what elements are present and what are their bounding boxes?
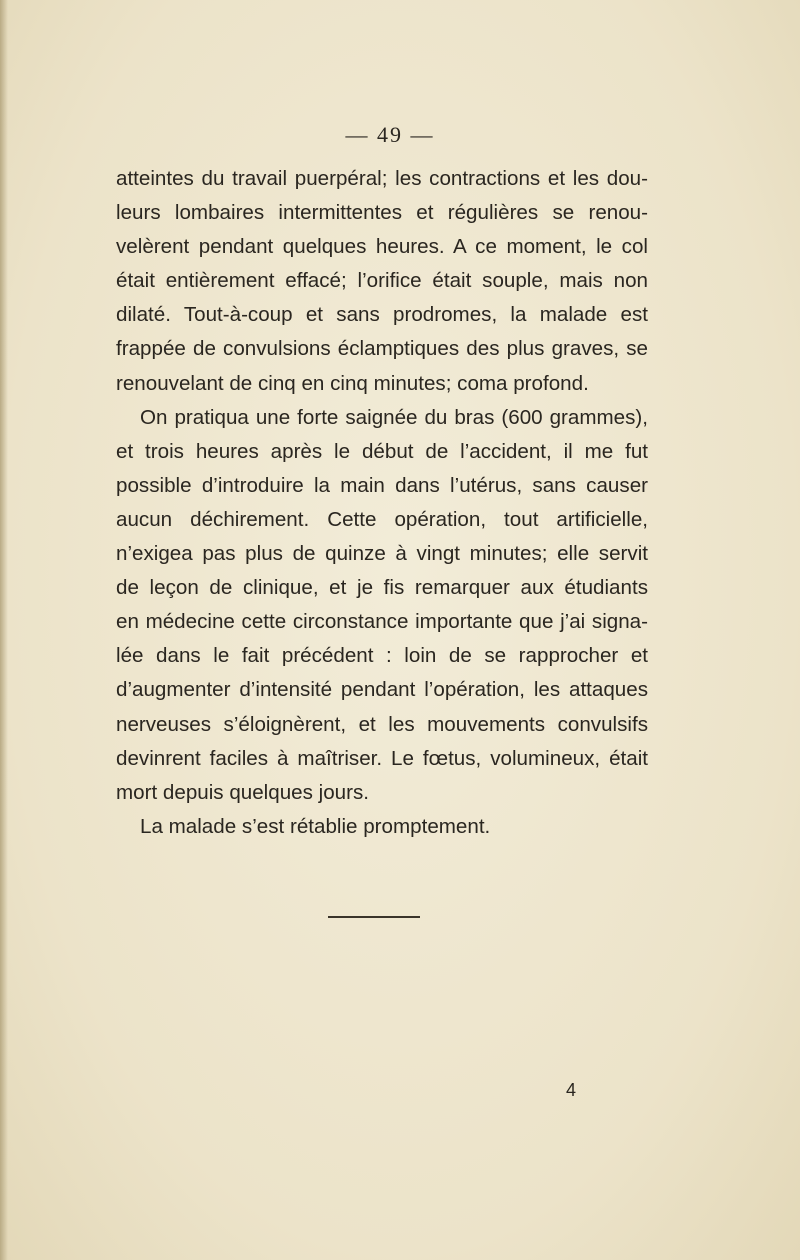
text-line: nerveuses s’éloignèrent, et les mouvements convulsifs (116, 712, 648, 736)
text-line: aucun déchirement. Cette opération, tout artificielle, (116, 507, 648, 531)
body-text (116, 162, 648, 844)
text-line: lée dans le fait précédent : loin de se rapprocher et (116, 644, 648, 668)
text-line: devinrent faciles à maîtriser. Le fœtus, volumineux, était (116, 746, 648, 770)
text-line: dilaté. Tout-à-coup et sans prodromes, la malade est (116, 303, 648, 327)
section-separator-rule (328, 916, 420, 918)
paragraph-start-line: On pratiqua une forte saignée du bras (600 grammes), (140, 405, 648, 429)
text-line: et trois heures après le début de l’accident, il me fut (116, 439, 648, 463)
text-line: leurs lombaires intermittentes et régulières se renou- (116, 201, 648, 225)
paragraph-start-line: La malade s’est rétablie promptement. (140, 814, 491, 838)
text-line: en médecine cette circonstance importante que j’ai signa- (116, 610, 648, 634)
text-line: de leçon de clinique, et je fis remarquer aux étudiants (116, 576, 648, 600)
text-line: était entièrement effacé; l’orifice était souple, mais non (116, 269, 648, 293)
text-line: d’augmenter d’intensité pendant l’opération, les attaques (116, 678, 648, 702)
text-line: possible d’introduire la main dans l’utérus, sans causer (116, 473, 648, 497)
text-line: frappée de convulsions éclamptiques des plus graves, se (116, 337, 648, 361)
signature-mark: 4 (566, 1080, 577, 1100)
page-number: — 49 — (345, 122, 435, 147)
text-line: renouvelant de cinq en cinq minutes; coma profond. (116, 371, 589, 395)
text-line: velèrent pendant quelques heures. A ce moment, le col (116, 235, 648, 259)
text-line: atteintes du travail puerpéral; les contractions et les dou- (116, 167, 648, 190)
text-line: mort depuis quelques jours. (116, 780, 369, 804)
text-line: n’exigea pas plus de quinze à vingt minutes; elle servit (116, 542, 648, 566)
page-binding-edge (0, 0, 8, 1260)
